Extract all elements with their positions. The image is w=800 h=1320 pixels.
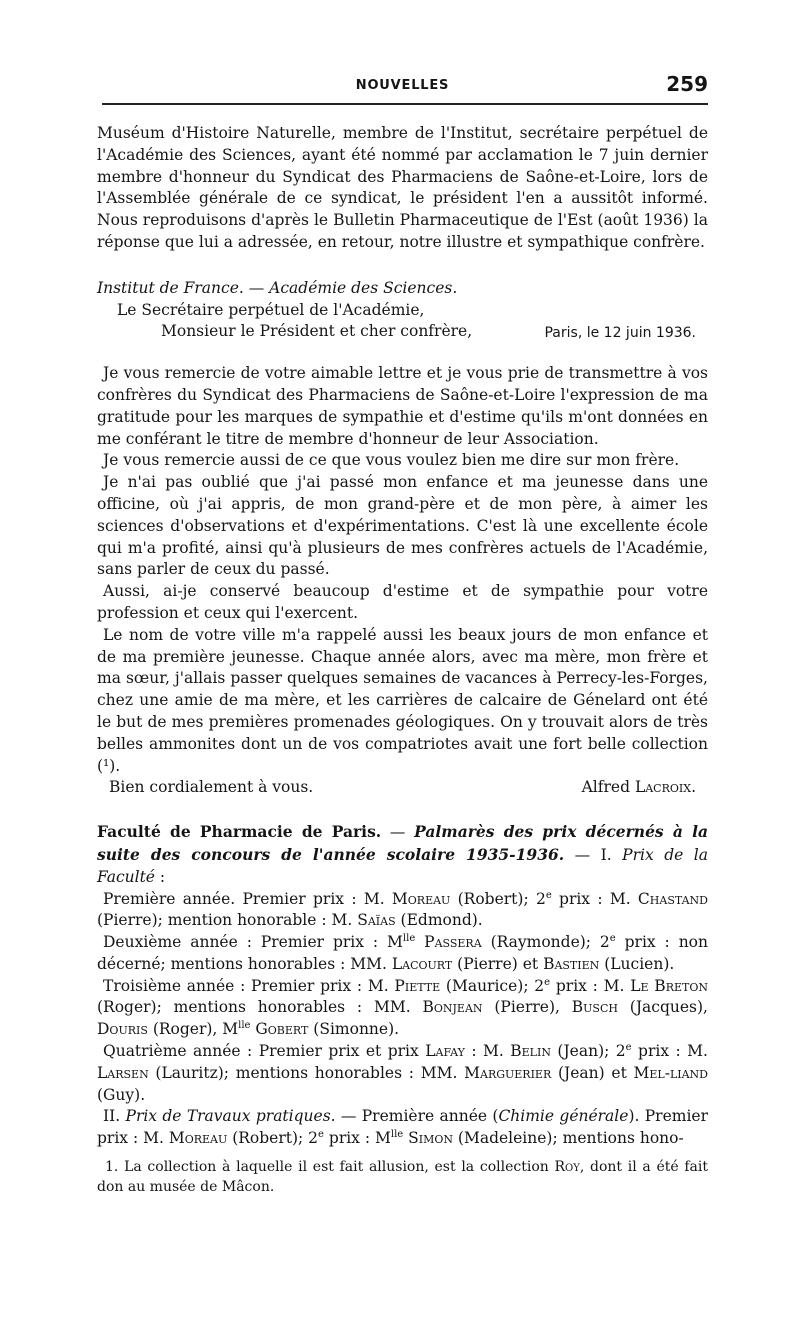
footnote-text: 1. La collection à laquelle il est fait allusion, est la collection Roy, dont il a été fait don au musée de Mâcon. — [97, 1159, 708, 1195]
letterhead — [97, 278, 708, 345]
signature-last: Lacroix. — [634, 778, 696, 797]
faculty-section — [97, 821, 708, 1150]
running-title: NOUVELLES — [355, 78, 450, 93]
letter-paragraph: Je vous remercie de votre aimable lettre et je vous prie de transmettre à vos confrères du Syndicat des Pharmaciens de Saône-et-Loire l'expression de ma gratitude pour les marques de sympathie et d'estime qu'ils m'ont données en me conférant le titre de membre d'honneur de leur Association. — [97, 364, 708, 448]
salutation-row — [97, 321, 708, 345]
practical-work-prizes: II. Prix de Travaux pratiques. — Première année (Chimie générale). Premier prix : M. Moreau (Robert); 2e prix : $M^{lle}$ Simon (Madeleine); mentions hono- — [97, 1107, 708, 1148]
letter-paragraph: Aussi, ai-je conservé beaucoup d'estime et de sympathie pour votre profession et ceux qui l'exercent. — [97, 582, 708, 622]
footnote — [97, 1157, 708, 1197]
letterhead-institution: Institut de France. — Académie des Sciences. — [97, 278, 458, 297]
letter-body — [97, 363, 708, 799]
fourth-year-prizes: Quatrième année : Premier prix et prix Lafay : M. Belin (Jean); 2e prix : M. Larsen (Lauritz); mentions honorables : MM. Marguerier (Jean) et Mel-liand (Guy). — [97, 1041, 708, 1104]
page-number: 259 — [666, 72, 708, 96]
first-year-prizes: Première année. Premier prix : M. Moreau (Robert); 2e prix : M. Chastand (Pierre); mention honorable : M. Saïas (Edmond). — [97, 889, 708, 930]
letter-paragraph: Le nom de votre ville m'a rappelé aussi les beaux jours de mon enfance et de ma première jeunesse. Chaque année alors, avec ma mère, mon frère et ma sœur, j'allais passer quelques semaines de vacances à Perrecy-les-Forges, chez une amie de ma mère, et les carrières de calcaire de Génelard ont été le but de mes premières promenades géologiques. On y trouvait alors de très belles ammonites dont un de vos compatriotes avait une fort belle collection (¹). — [97, 625, 708, 775]
page-body — [97, 123, 708, 1150]
intro-paragraph: Muséum d'Histoire Naturelle, membre de l'Institut, secrétaire perpétuel de l'Académie des Sciences, ayant été nommé par acclamation le 7 juin dernier membre d'honneur du Syndicat des Pharmaciens de Saône-et-Loire, lors de l'Assemblée générale de ce syndicat, le président l'en a aussitôt informé. Nous reproduisons d'après le Bulletin Pharmaceutique de l'Est (août 1936) la réponse que lui a adressée, en retour, notre illustre et sympathique confrère. — [97, 124, 708, 251]
salutation: Monsieur le Président et cher confrère, — [161, 322, 473, 341]
page-header — [97, 72, 708, 96]
faculty-subtitle: Palmarès des prix décernés à la suite des concours de l'année scolaire 1935-1936. — [97, 822, 709, 864]
third-year-prizes: Troisième année : Premier prix : M. Piette (Maurice); 2e prix : M. Le Breton (Roger); mentions honorables : MM. Bonjean (Pierre), Busch (Jacques), Douris (Roger), $M^{lle}$ Gobert (Simonne). — [97, 976, 708, 1039]
faculty-title: Faculté de Pharmacie de Paris. — [97, 822, 382, 842]
signature-first: Alfred — [581, 778, 630, 797]
letterhead-sender: Le Secrétaire perpétuel de l'Académie, — [117, 300, 425, 319]
letter-paragraph: Je n'ai pas oublié que j'ai passé mon enfance et ma jeunesse dans une officine, où j'ai appris, de mon grand-père et de mon père, à aimer les sciences d'observations et d'expérimentations. C'est là une excellente école qui m'a profité, ainsi qu'à plusieurs de mes confrères actuels de l'Académie, sans parler de ceux du passé. — [97, 473, 708, 579]
letter-paragraph: Je vous remercie aussi de ce que vous voulez bien me dire sur mon frère. — [103, 451, 680, 470]
signature — [576, 777, 696, 799]
section-one-title: Prix de la Faculté — [97, 845, 708, 886]
second-year-prizes: Deuxième année : Premier prix : $M^{lle}$ Passera (Raymonde); 2e prix : non décerné; mentions honorables : MM. Lacourt (Pierre) et Bastien (Lucien). — [97, 932, 708, 973]
letter-closing — [97, 777, 708, 799]
letterhead-row — [97, 300, 708, 322]
faculty-heading: Faculté de Pharmacie de Paris. — Palmarès des prix décernés à la suite des concours de l'année scolaire 1935-1936. — I. Prix de la Faculté : — [97, 822, 709, 886]
letter-date: Paris, le 12 juin 1936. — [544, 325, 696, 342]
closing-text: Bien cordialement à vous. — [109, 778, 314, 797]
header-rule — [102, 103, 708, 105]
